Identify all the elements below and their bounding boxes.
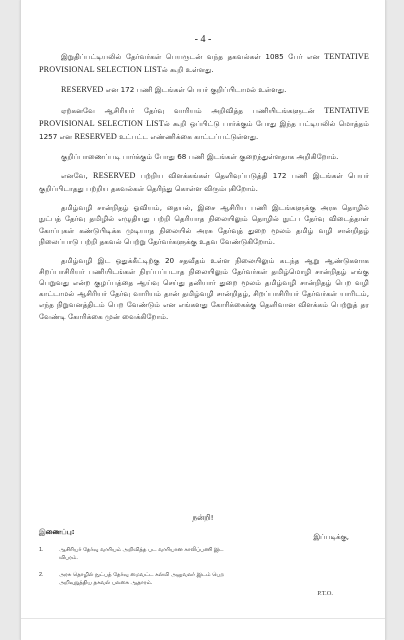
enclosure-item [39,571,229,588]
p4-text-1: குறிப்பாணைப்படி பார்க்கும் போது 68 பணி இடங்கள் குறைந்துள்ளதாக அறிகிறோம். [61,152,339,162]
paragraph-5 [39,170,369,194]
p5-text-1: எனவே, [61,171,94,181]
p3-text-4: RESERVED [74,131,117,141]
paragraph-7 [39,255,369,322]
enclosures-list [39,546,229,596]
p3-text-5: உட்பட்ட எண்ணிக்கை காட்டப்பட்டுள்ளது. [116,131,259,141]
p3-text-2: TENTATIVE PROVISIONAL SELECTION LIST [39,106,369,128]
paragraph-3 [39,105,369,143]
enclosures-title: இணைப்பு: [39,528,75,536]
closing-signoff: இப்படிக்கு, [313,533,349,541]
letter-body [39,51,369,329]
p5-text-3: பற்றிய விளக்கங்கள் தெளிவுப்படுத்தி 172 பணி இடங்கள் பெயர் குறிப்பிடாதது பற்றிய தகவல்கள் தெரிந்து கொள்ள விரும்புகிறோம். [39,171,370,194]
paragraph-4 [39,151,369,162]
enclosure-item [39,546,229,563]
closing-thanks: நன்றி! [192,513,214,522]
enclosure-text: ஆசிரியர் தேர்வு வாரியம் அறிவித்த பட வாரியான காலிப்பணி இட விபரம். [59,547,224,562]
page-number: - 4 - [194,34,212,45]
p6-text-1: தமிழ்வழி சான்றிதழ் ஓவியம், தையல், இசை ஆசிரிய பணி இடங்களுக்கு அரசு தொழில் நுட்பத் தேர்வு தமிழில் எழுதியது பற்றி தெரியாத நிலையிலும் தொழில் நுட்ப தேர்வு விடைத்தாள் கோப்புகள் கண்டுபிடிக்க முடியாத நிலையில் அரசு தேர்வுத் துறை மூலம் தமிழ் வழி சான்றிதழ் நிலைப்பாடு பற்றி தகவல் பெற்று தேர்வர்களுக்கு உதவ வேண்டுகிறோம். [39,203,369,246]
please-turn-over: P.T.O. [317,590,333,597]
p5-text-2: RESERVED [93,171,136,181]
p2-text-1: RESERVED [61,85,104,95]
paragraph-1 [39,51,369,76]
document-page [20,0,386,640]
p1-text-2: TENTATIVE PROVISIONAL SELECTION LIST [39,52,369,74]
enclosure-number: 2. [39,571,44,578]
paragraph-2 [39,84,369,97]
paragraph-6 [39,202,369,247]
page-bottom-divider [21,618,385,619]
p2-text-2: என 172 பணி இடங்கள் பெயர் குறிப்பிடாமல் உள்ளது. [103,85,287,95]
enclosure-number: 1. [39,547,44,553]
enclosure-text: அரசு தொழில் நுட்பத் தேர்வு மைவட்ட கல்வி அலுவலர் இடம் பெற அறிவுறுத்திய தகவல் பலகை ஆதாரம். [59,571,225,587]
p7-text-1: தமிழ்வழி இட ஒதுக்கீட்டிற்கு 20 சதவீதம் உள்ள நிலையிலும் கடந்த ஆறு ஆண்டுகளாக சிறப்பாசிரியர் பணியிடங்கள் நிரப்பப்படாத நிலையிலும் தேர்வர்கள் தமிழ்மொழி சான்றிதழ் எங்கு பெறுவது என்ற குழப்பத்தை ஆய்வு செய்து தனியார் துறை மூலம் தமிழ்வழி சான்றிதழ் பெற வழி காட்டாமல் ஆசிரியர் தேர்வு வாரியம் தான் தமிழ்வழி சான்றிதழ், சிறப்பாசிரியர் தேர்வர்கள் யாரிடம், எந்த நிறுவனத்திடம் பெற வேண்டும் என எங்களது கோரிக்கைக்கு தெளிவான விளக்கம் பெற்றுத் தர வேண்டி கோரிக்கை முன் வைக்கிறோம். [39,255,369,321]
p1-text-1: இறுதிப்பட்டியலில் தேர்வர்கள் பெயருடன் வந்த தகவல்கள் 1085 பேர் என [61,52,325,61]
p3-text-1: ஏற்கனவே ஆசிரியர் தேர்வு வாரியம் அறிவித்த பணியிடங்களுடன் [61,106,325,116]
p1-text-3: ல் கூறி உள்ளது. [161,64,214,74]
p3-text-3: ல் கூறி ஒப்பிட்டு பார்க்கும் போது இந்த பட்டியலில் மொத்தம் 1257 என [39,118,369,141]
